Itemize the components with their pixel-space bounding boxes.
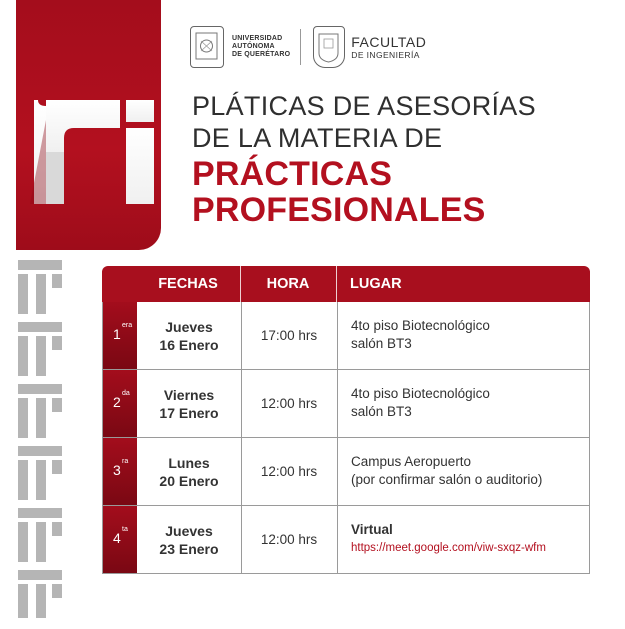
meet-link[interactable]: https://meet.google.com/viw-sxqz-wfm xyxy=(351,542,546,554)
time-cell: 12:00 hrs xyxy=(260,464,318,479)
date-cell: Jueves 23 Enero xyxy=(159,523,219,557)
logo-divider xyxy=(300,29,301,65)
place-cell: Campus Aeropuerto (por confirmar salón o auditorio) xyxy=(351,454,543,487)
uaq-logo-text: UNIVERSIDAD AUTÓNOMA DE QUERÉTARO xyxy=(232,35,291,58)
title-line-3: PRÁCTICAS xyxy=(192,155,393,193)
row-ordinal: 1 era xyxy=(103,302,137,369)
uaq-crest-icon xyxy=(190,26,224,68)
table-row xyxy=(103,370,589,438)
column-divider xyxy=(337,370,338,437)
fi-emblem-icon xyxy=(16,0,161,250)
row-ordinal: 3 ra xyxy=(103,438,137,505)
header-logos xyxy=(190,22,426,72)
table-row xyxy=(103,438,589,506)
fi-emblem-block xyxy=(16,0,161,250)
date-cell: Lunes 20 Enero xyxy=(159,455,219,489)
title-line-2: DE LA MATERIA DE xyxy=(192,123,443,153)
title-line-1: PLÁTICAS DE ASESORÍAS xyxy=(192,91,536,121)
vertical-watermark xyxy=(16,252,64,624)
place-cell xyxy=(351,506,587,573)
title-line-4: PROFESIONALES xyxy=(192,191,486,229)
header-lugar: LUGAR xyxy=(350,276,402,292)
time-cell: 17:00 hrs xyxy=(260,328,318,343)
table-body xyxy=(102,302,590,574)
header-divider xyxy=(336,266,337,302)
schedule-table xyxy=(102,266,590,575)
column-divider xyxy=(337,438,338,505)
page-title xyxy=(192,90,612,228)
column-divider xyxy=(337,302,338,369)
column-divider xyxy=(337,506,338,573)
fi-logo-text: FACULTAD DE INGENIERÍA xyxy=(351,33,427,60)
date-cell: Jueves 16 Enero xyxy=(159,319,219,353)
fi-crest-icon xyxy=(313,26,345,68)
place-cell: 4to piso Biotecnológico salón BT3 xyxy=(351,318,490,351)
virtual-label: Virtual xyxy=(351,522,393,537)
time-cell: 12:00 hrs xyxy=(260,396,318,411)
date-cell: Viernes 17 Enero xyxy=(159,387,219,421)
time-cell: 12:00 hrs xyxy=(260,532,318,547)
header-fechas: FECHAS xyxy=(158,276,218,292)
row-ordinal: 2 da xyxy=(103,370,137,437)
table-header xyxy=(102,266,590,302)
table-row xyxy=(103,506,589,573)
row-ordinal: 4 ta xyxy=(103,506,137,573)
place-cell: 4to piso Biotecnológico salón BT3 xyxy=(351,386,490,419)
header-hora: HORA xyxy=(266,276,310,292)
table-row xyxy=(103,302,589,370)
